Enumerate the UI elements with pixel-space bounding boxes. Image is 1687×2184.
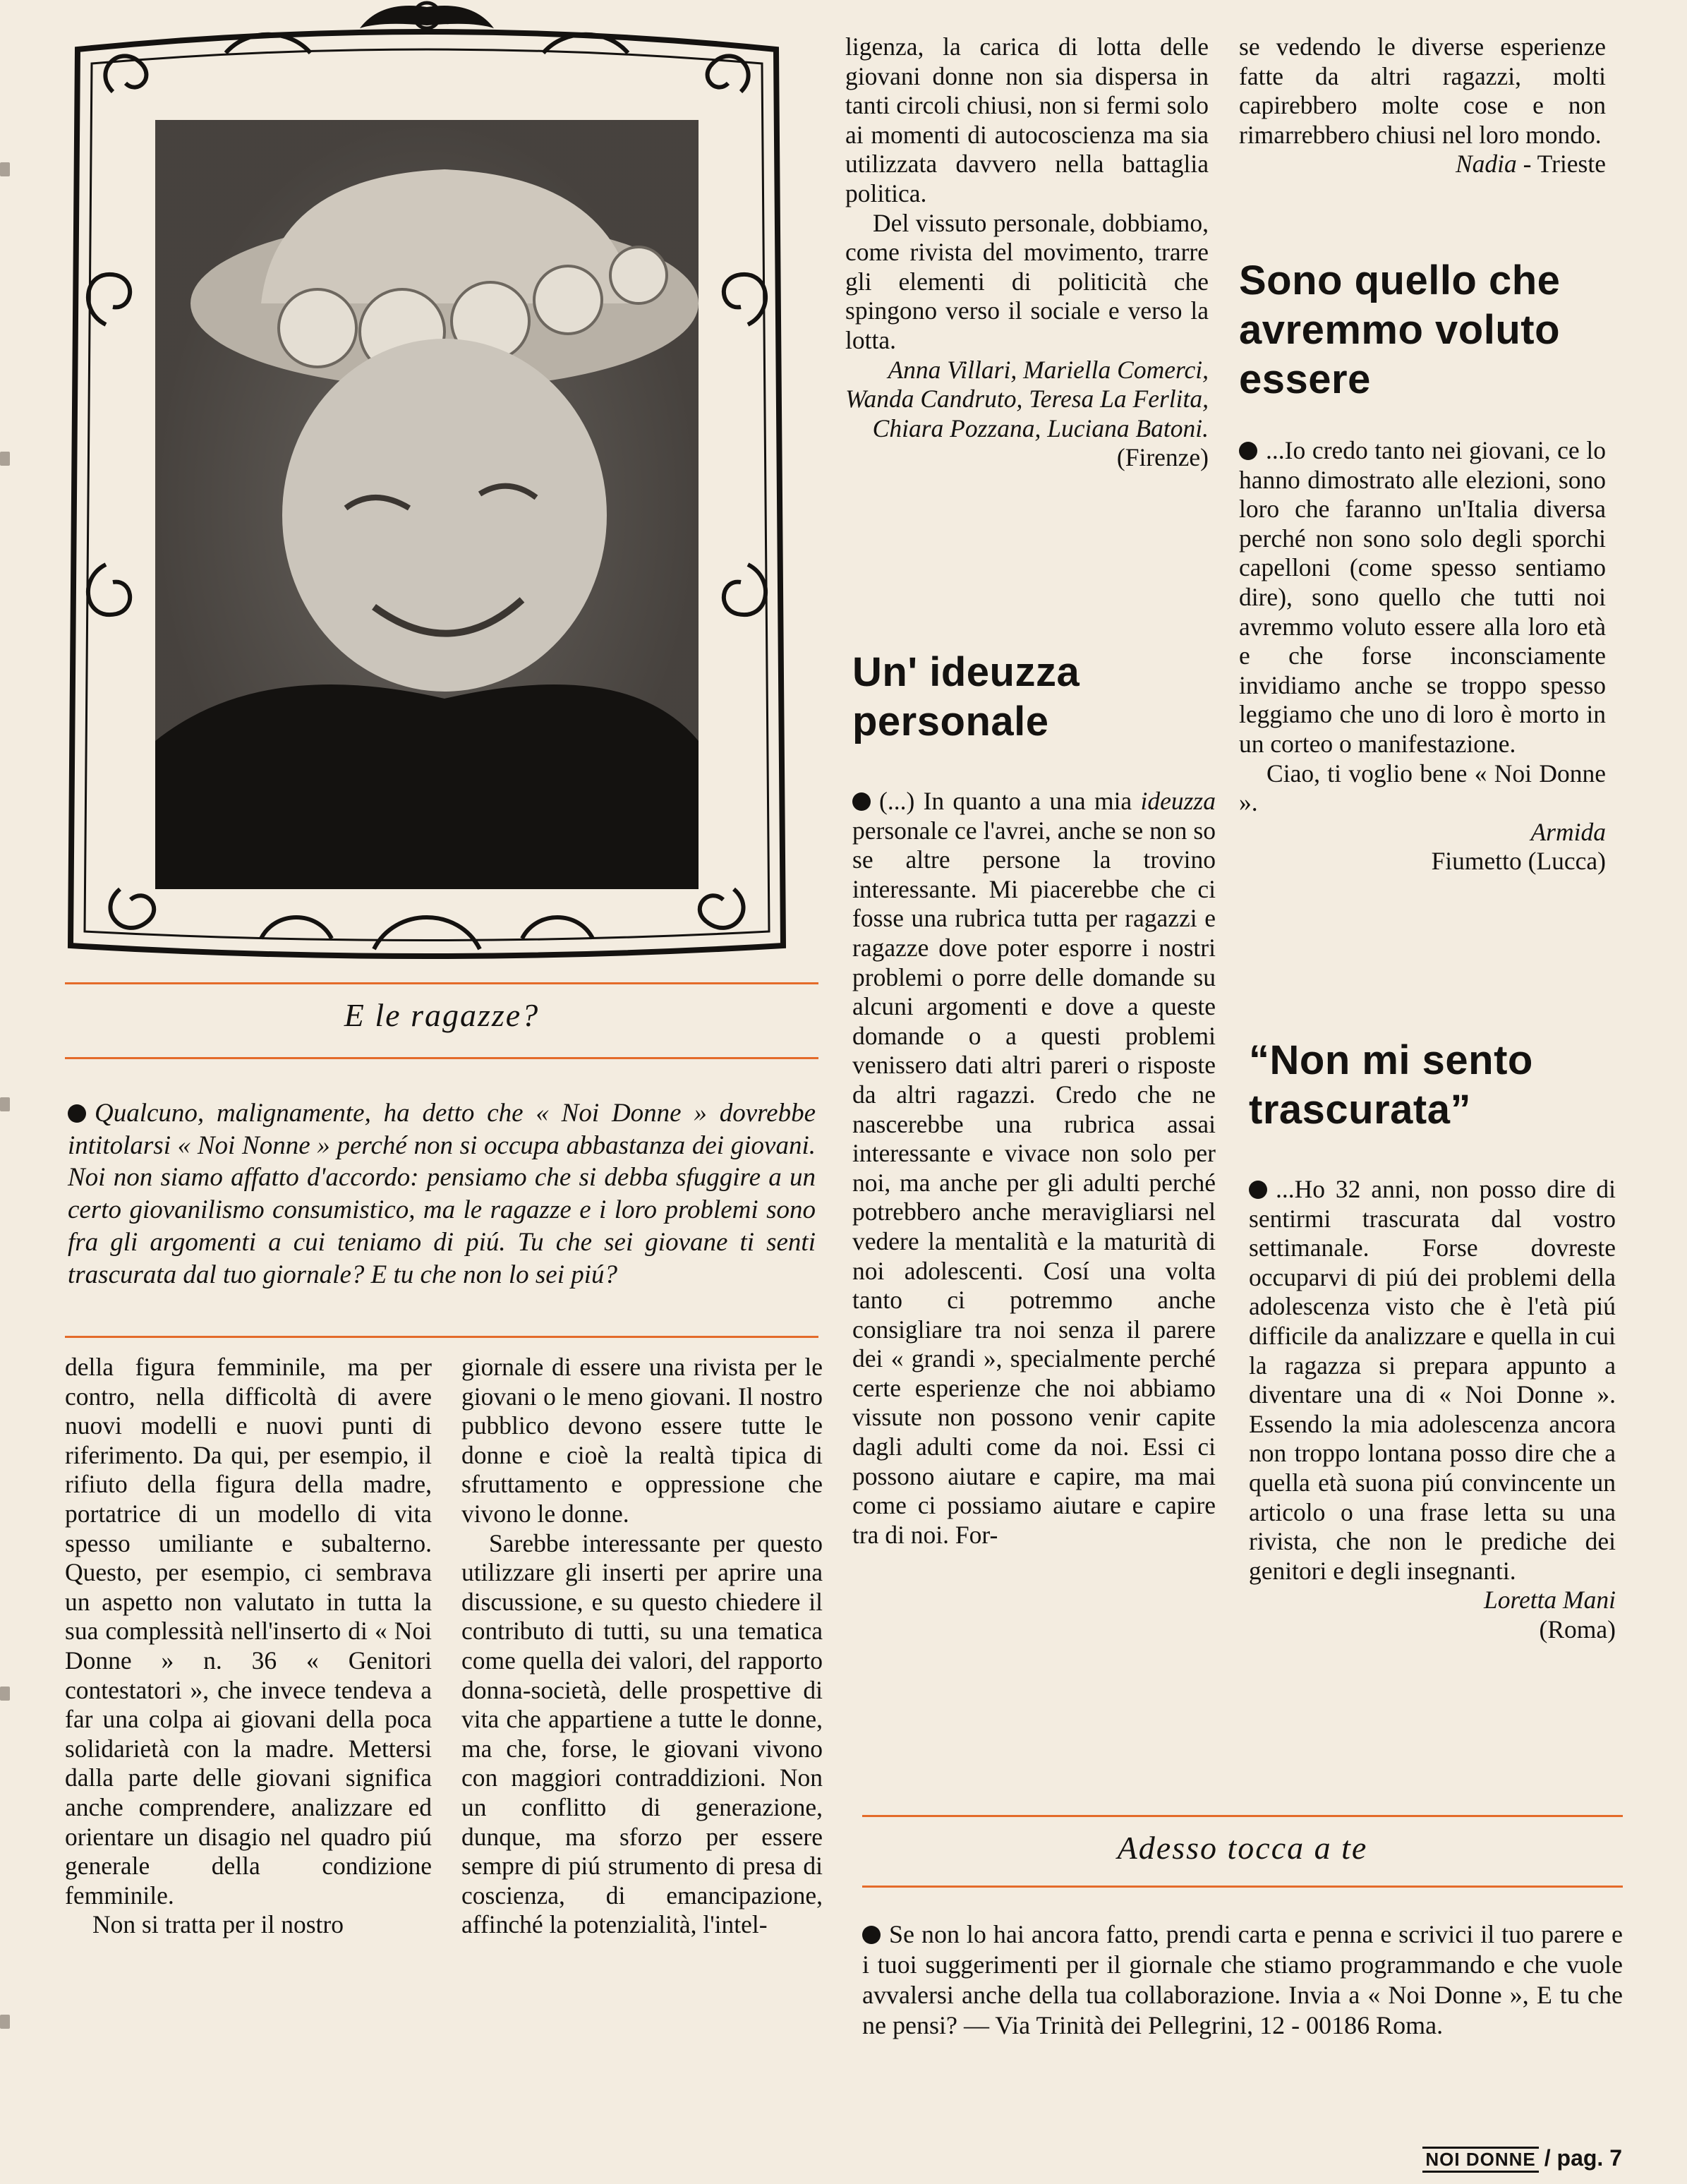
heading-ideuzza: Un' ideuzza personale: [852, 649, 1080, 744]
paragraph: ligenza, la carica di lotta delle giovani donne non sia dispersa in tanti circoli chiusi, non si fermi solo ai momenti di autocoscienza ma sia utilizzata davvero nella battaglia politica.: [845, 32, 1209, 207]
letter-text-b: personale ce l'avrei, anche se non so se altre persone la trovino interessante. Mi piacerebbe che ci fosse una rubrica tutta per ragazzi e ragazze dove poter esporre i nostri problemi o porre delle domande su alcuni argomenti e dove a queste domande o a questi problemi venissero dati altri pareri o risposte da altri ragazzi. Credo che ne nascerebbe una rubrica assai interessante e vivace non solo per noi, ma anche per gli adulti perché potrebbero anche meravigliarsi nel vedere la mentalità e la maturità di noi adolescenti. Cosí una volta tanto ci potremmo anche consigliare tra noi senza il parere dei « grandi », specialmente perché certe esperienze che noi abbiamo vissute non possono venir capite dagli adulti come da noi. Essi ci possono aiutare e capire, ma mai come ci possiamo aiutare e capire tra di noi. For-: [852, 816, 1216, 1549]
paragraph: ...Ho 32 anni, non posso dire di sentirmi trascurata dal vostro settimanale. Forse dovreste occuparvi di piú dei problemi della adolescenza visto che è l'età piú difficile da analizzare e quella in cui la ragazza si prepara appunto a diventare una di « Noi Donne ». Essendo la mia adolescenza ancora non troppo lontana posso dire che a quella età suona piú convincente un articolo o una frase letta su una rivista, che non le prediche dei genitori e degli insegnanti.: [1249, 1175, 1616, 1585]
letter-text-a: (...) In quanto a una mia: [879, 787, 1141, 815]
paragraph: giornale di essere una rivista per le giovani o le meno giovani. Il nostro pubblico devono essere tutte le donne e cioè la realtà tipica di sfruttamento e oppressione che vivono le donne.: [461, 1353, 823, 1528]
caption-rule-bottom: [862, 1886, 1623, 1888]
binding-mark: [0, 1687, 10, 1701]
ornamental-frame: [49, 0, 804, 977]
signature-name: Armida: [1530, 817, 1606, 846]
bullet-icon: [1239, 442, 1257, 460]
letter-ideuzza: [852, 787, 1216, 1550]
letter-emphasis: ideuzza: [1140, 787, 1216, 815]
binding-mark: [0, 452, 10, 466]
letter-armida: [1239, 436, 1606, 876]
signature-city: (Roma): [1539, 1615, 1616, 1643]
bullet-icon: [862, 1926, 881, 1944]
binding-mark: [0, 2015, 10, 2029]
signature-city: Fiumetto (Lucca): [1431, 847, 1606, 876]
bullet-icon: [852, 792, 871, 811]
section-caption: E le ragazze?: [344, 997, 540, 1033]
caption-rule-bottom: [65, 1057, 818, 1059]
signature: [1249, 1586, 1616, 1644]
paragraph: Non si tratta per il nostro: [92, 1910, 344, 1939]
heading-avremmo: Sono quello che avremmo voluto essere: [1239, 258, 1561, 402]
signature-city: (Firenze): [1116, 443, 1209, 472]
caption-rule-top: [862, 1815, 1623, 1817]
intro-editorial: [68, 1097, 816, 1291]
column-2: [461, 1353, 823, 1940]
column-1: [65, 1353, 432, 1940]
paragraph: Del vissuto personale, dobbiamo, come rivista del movimento, trarre gli elementi di politicità che spingono verso il sociale e verso la lotta.: [845, 208, 1209, 354]
frame-ornament: [49, 0, 804, 977]
intro-rule: [65, 1336, 818, 1338]
column-4: [1239, 32, 1606, 179]
paragraph: della figura femminile, ma per contro, nella difficoltà di avere nuovi modelli e nuovi punti di riferimento. Da qui, per esempio, il rifiuto della figura della madre, portatrice di un modello di vita spesso umiliante e subalterno. Questo, per esempio, ci sembrava un aspetto non valutato in tutta la sua complessità nell'inserto di « Noi Donne » n. 36 « Genitori contestatori », che invece tendeva a far una colpa ai giovani della poca solidarietà con la madre. Mettersi dalla parte delle giovani significa anche comprendere, analizzare ed orientare un disagio nel quadro piú generale della condizione femminile.: [65, 1353, 432, 1910]
paragraph: se vedendo le diverse esperienze fatte da altri ragazzi, molti capirebbero molte cose e non rimarrebbero chiusi nel loro mondo.: [1239, 32, 1606, 149]
letter-loretta: [1249, 1175, 1616, 1645]
caption-rule-top: [65, 982, 818, 984]
bullet-icon: [1249, 1181, 1267, 1199]
binding-mark: [0, 1097, 10, 1111]
magazine-logo: NOI DONNE: [1422, 2147, 1538, 2173]
signature-city: - Trieste: [1516, 150, 1606, 179]
page-footer: [1422, 2145, 1622, 2173]
paragraph: Sarebbe interessante per questo utilizzare gli inserti per aprire una discussione, e su questo chiedere il contributo di tutti, su una tematica come quella dei valori, del rapporto donna-società, delle prospettive di vita che appartiene a tutte le donne, ma che, forse, le giovani vivono con maggiori contraddizioni. Non un conflitto di generazione, dunque, ma sforzo per essere sempre di piú strumento di presa di coscienza, di emancipazione, affinché la potenzialità, l'intel-: [461, 1528, 823, 1939]
signature: [1239, 818, 1606, 876]
column-3: [845, 32, 1209, 473]
call-to-action-text: Se non lo hai ancora fatto, prendi carta e penna e scrivici il tuo parere e i tuoi suggerimenti per il giornale che stiamo programmando e che vuole avvalersi anche della tua collaborazione. Invia a « Noi Donne », E tu che ne pensi? — Via Trinità dei Pellegrini, 12 - 00186 Roma.: [862, 1920, 1623, 2039]
signature: [1239, 150, 1606, 179]
paragraph: Ciao, ti voglio bene « Noi Donne ».: [1239, 759, 1606, 817]
signature-name: Nadia: [1455, 150, 1517, 179]
box-caption: Adesso tocca a te: [1117, 1830, 1368, 1866]
bullet-icon: [68, 1104, 86, 1123]
binding-mark: [0, 162, 10, 176]
signature-names: Anna Villari, Mariella Comerci, Wanda Candruto, Teresa La Ferlita, Chiara Pozzana, Luciana Batoni.: [845, 355, 1209, 442]
heading-trascurata: “Non mi sento trascurata”: [1249, 1037, 1533, 1133]
signature-name: Loretta Mani: [1483, 1586, 1616, 1615]
paragraph: ...Io credo tanto nei giovani, ce lo hanno dimostrato alle elezioni, sono loro che faranno un'Italia diversa perché non sono solo degli sporchi capelloni (come spesso sentiamo dire), sono quello che tutti noi avremmo voluto essere alla loro età e che forse inconsciamente invidiamo anche se troppo spesso leggiamo che uno di loro è morto in un corteo o manifestazione.: [1239, 436, 1606, 758]
signature: [845, 356, 1209, 473]
page-number: / pag. 7: [1544, 2145, 1622, 2171]
call-to-action: [862, 1919, 1623, 2041]
intro-text: Qualcuno, malignamente, ha detto che « Noi Donne » dovrebbe intitolarsi « Noi Nonne » perché non si occupa abbastanza dei giovani. Noi non siamo affatto d'accordo: pensiamo che si debba sfuggire a un certo giovanilismo consumistico, ma le ragazze e i loro problemi sono fra gli argomenti a cui teniamo di piú. Tu che sei giovane ti senti trascurata dal tuo giornale? E tu che non lo sei piú?: [68, 1099, 816, 1289]
